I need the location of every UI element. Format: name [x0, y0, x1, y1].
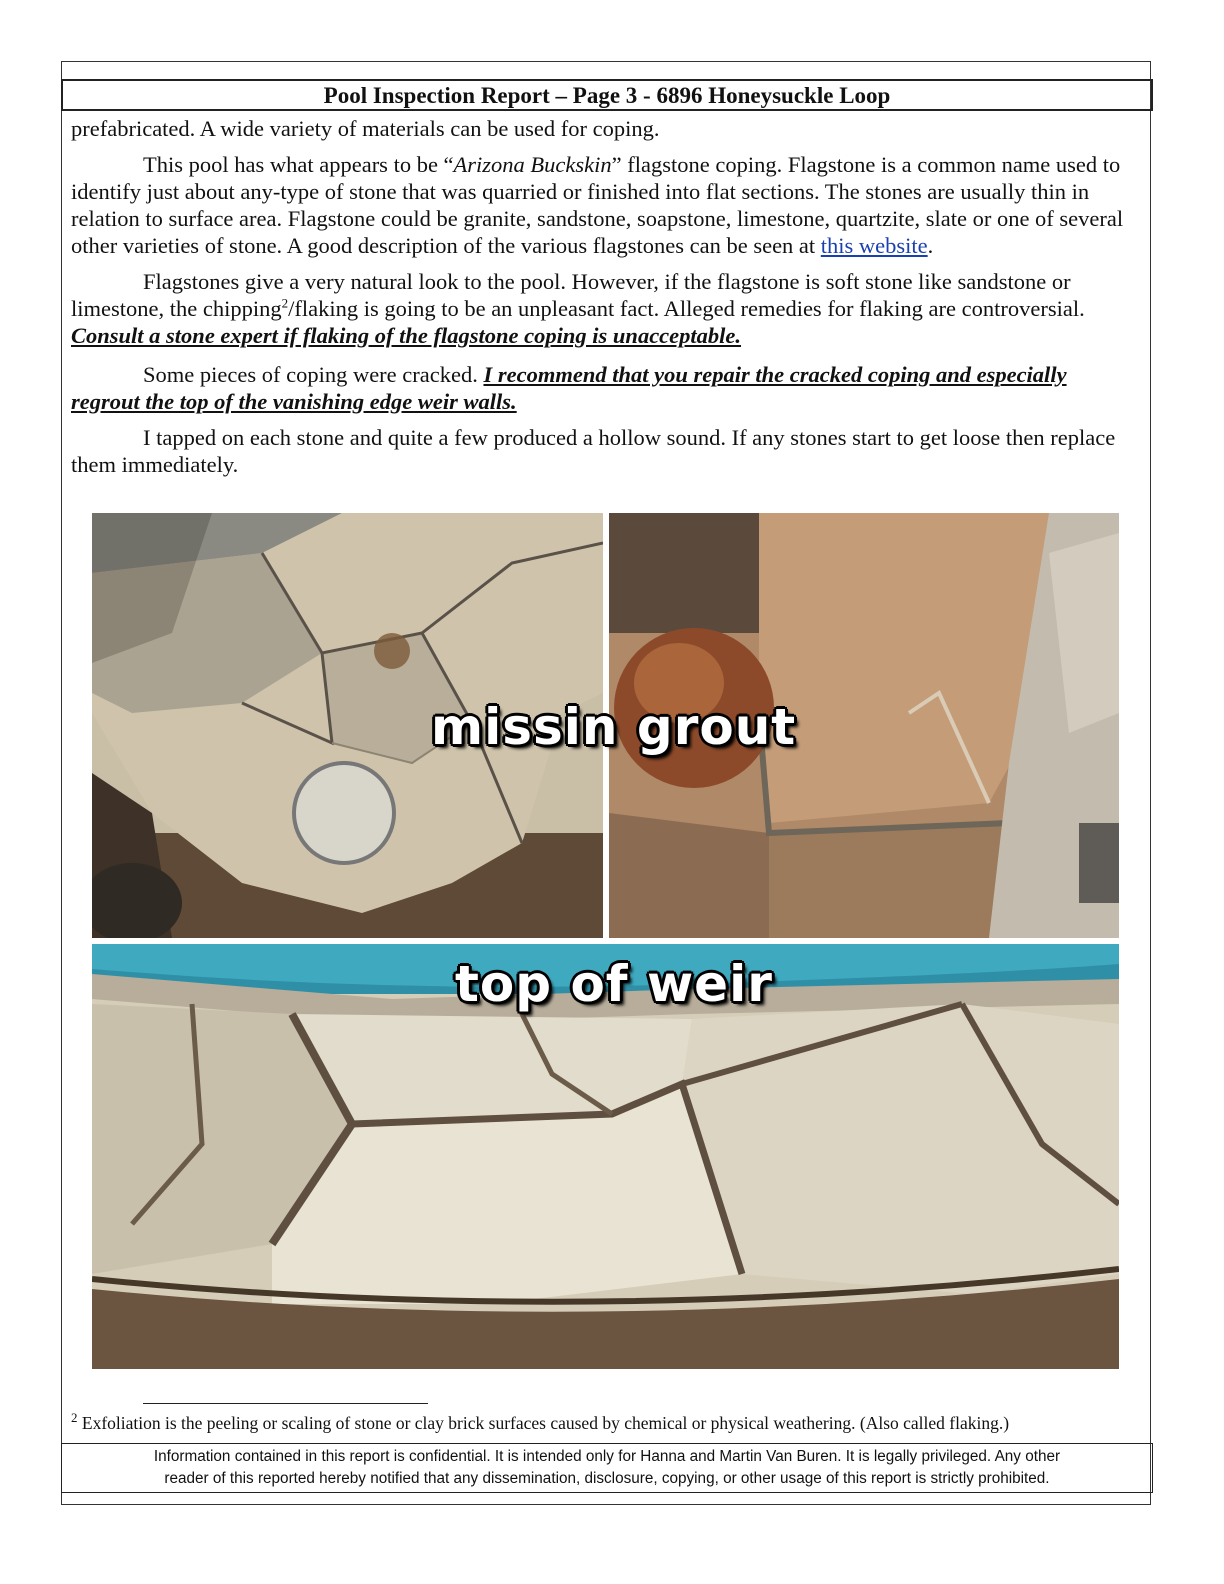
- website-link[interactable]: this website: [820, 233, 928, 258]
- caption-top-of-weir: top of weir: [455, 955, 773, 1013]
- footnote-number: 2: [71, 1410, 78, 1426]
- report-body: [71, 115, 1127, 478]
- footnote-ref: 2: [281, 295, 289, 311]
- p2-text-a: This pool has what appears to be “: [143, 152, 454, 177]
- page-header: Pool Inspection Report – Page 3 - 6896 Honeysuckle Loop: [61, 79, 1153, 111]
- p3-text-b: /flaking is going to be an unpleasant fact. Alleged remedies for flaking are controversial.: [288, 296, 1085, 321]
- footnote-text: Exfoliation is the peeling or scaling of stone or clay brick surfaces caused by chemical or physical weathering. (Also called flaking.): [77, 1413, 1010, 1433]
- footer-line-2: reader of this reported hereby notified that any dissemination, disclosure, copying, or other usage of this report is strictly prohibited.: [164, 1470, 1050, 1487]
- p3-text-a: Flagstones give a very natural look to the pool. However, if the flagstone is soft stone like sandstone or limestone, the chipping: [71, 269, 1071, 321]
- confidentiality-footer: [61, 1443, 1153, 1493]
- p4-text-a: Some pieces of coping were cracked.: [143, 362, 484, 387]
- recommendation-regrout: I recommend that you repair the cracked coping and especially regrout the top of the vanishing edge weir walls.: [71, 362, 1067, 414]
- p2-text-b: ” flagstone coping. Flagstone is a common name used to identify just about any-type of stone that was quarried or finished into flat sections. The stones are usually thin in relation to surface area. Flagstone could be granite, sandstone, soapstone, limestone, quartzite, slate or one of several other varieties of stone. A good description of the various flagstones can be seen at: [71, 152, 1124, 258]
- caption-missing-grout: missin grout: [431, 698, 797, 756]
- footnote: [71, 1412, 1141, 1434]
- paragraph-1: prefabricated. A wide variety of materials can be used for coping.: [71, 116, 660, 141]
- p2-text-end: .: [927, 233, 934, 258]
- stone-name: Arizona Buckskin: [453, 152, 612, 177]
- paragraph-2: [71, 151, 1127, 259]
- paragraph-3: [71, 268, 1127, 349]
- paragraph-4: [71, 361, 1127, 415]
- paragraph-5: I tapped on each stone and quite a few produced a hollow sound. If any stones start to get loose then replace them immediately.: [71, 425, 1116, 477]
- recommendation-stone-expert: Consult a stone expert if flaking of the flagstone coping is unacceptable.: [71, 323, 742, 348]
- footnote-divider: [143, 1403, 428, 1404]
- footer-line-1: Information contained in this report is confidential. It is intended only for Hanna and Martin Van Buren. It is legally privileged. Any other: [153, 1448, 1061, 1465]
